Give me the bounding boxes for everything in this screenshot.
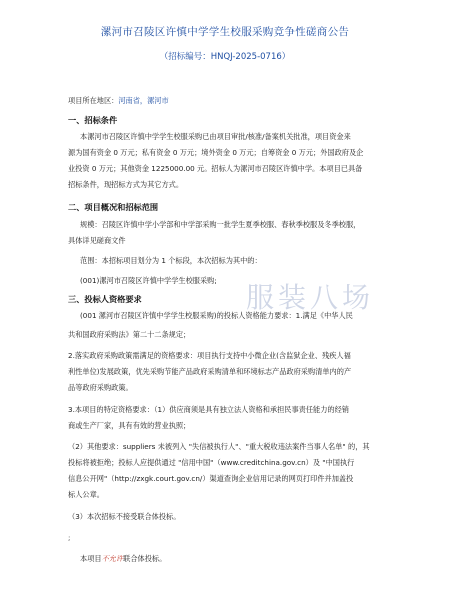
sec3-line-8: （2）其他要求：suppliers 未被列入 "失信被执行人"、"重大税收违法案件当事人名单" 的，其	[68, 442, 370, 451]
consortium-not-allowed: 不允许	[101, 554, 124, 563]
consortium-line	[80, 553, 166, 564]
location-value: 河南省，漯河市	[118, 96, 169, 105]
sec3-line-3: 2.落实政府采购政策需满足的资格要求：项目执行支持中小微企业(含监狱企业、残疾人福	[68, 351, 351, 360]
sec3-line-4: 利性单位)发展政策，优先采购节能产品政府采购清单和环境标志产品政府采购清单内的产	[68, 367, 352, 376]
watermark-text: 服装八场	[246, 281, 375, 314]
sec2-line-3: 范围：本招标项目划分为 1 个标段，本次招标为其中的：	[80, 256, 262, 265]
sec3-line-2: 共和国政府采购法》第二十二条规定；	[68, 330, 191, 339]
section-2-heading: 二、项目概况和招标范围	[68, 202, 159, 212]
sec3-line-7: 商或生产厂家，具有有效的营业执照；	[68, 421, 191, 430]
sec1-line-2: 源为国有资金 0 万元；私有资金 0 万元；境外资金 0 万元；自筹资金 0 万元；外国政府及企	[68, 148, 364, 157]
sec3-line-6: 3.本项目的特定资格要求：（1）供应商须是具有独立法人资格和承担民事责任能力的经销	[68, 405, 349, 414]
sec3-line-11: 标人公章。	[68, 490, 104, 499]
sec2-line-2: 具体详见磋商文件	[68, 236, 126, 245]
location-line	[68, 95, 169, 106]
sec3-line-12: （3）本次招标不接受联合体投标。	[68, 512, 181, 521]
page-title: 漯河市召陵区许慎中学学生校服采购竞争性磋商公告	[100, 26, 350, 38]
tender-number: （招标编号：HNQJ-2025-0716）	[159, 52, 291, 62]
consortium-prefix: 本项目	[80, 554, 102, 563]
sec1-line-1: 本漯河市召陵区许慎中学学生校服采购已由项目审批/核准/备案机关批准，项目资金来	[80, 132, 351, 141]
location-label: 项目所在地区：	[68, 96, 119, 105]
sec3-line-1: (001 漯河市召陵区许慎中学学生校服采购)的投标人资格能力要求：1.满足《中华人民	[80, 311, 353, 320]
sec3-line-9: 投标将被拒绝；投标人应提供通过 "信用中国"（www.creditchina.gov.cn）及 "中国执行	[68, 458, 355, 467]
section-3-heading: 三、投标人资格要求	[68, 294, 142, 304]
section-1-heading: 一、招标条件	[68, 115, 118, 125]
sec3-line-5: 品等政府采购政策。	[68, 383, 133, 392]
sec1-line-4: 招标条件，现招标方式为其它方式。	[68, 180, 184, 189]
sec2-line-4: (001)漯河市召陵区许慎中学学生校服采购;	[80, 276, 217, 285]
stray-semicolon: ;	[68, 533, 71, 542]
sec1-line-3: 业投资 0 万元；其他资金 1225000.00 元。招标人为漯河市召陵区许慎中学。本项目已具备	[68, 164, 363, 173]
sec3-line-10: 信息公开网"（http://zxgk.court.gov.cn/）渠道查询企业信用记录的网页打印件并加盖投	[68, 474, 354, 483]
consortium-suffix: 联合体投标。	[123, 554, 167, 563]
sec2-line-1: 规模：召陵区许慎中学小学部和中学部采购一批学生夏季校服、春秋季校服及冬季校服，	[80, 220, 361, 229]
